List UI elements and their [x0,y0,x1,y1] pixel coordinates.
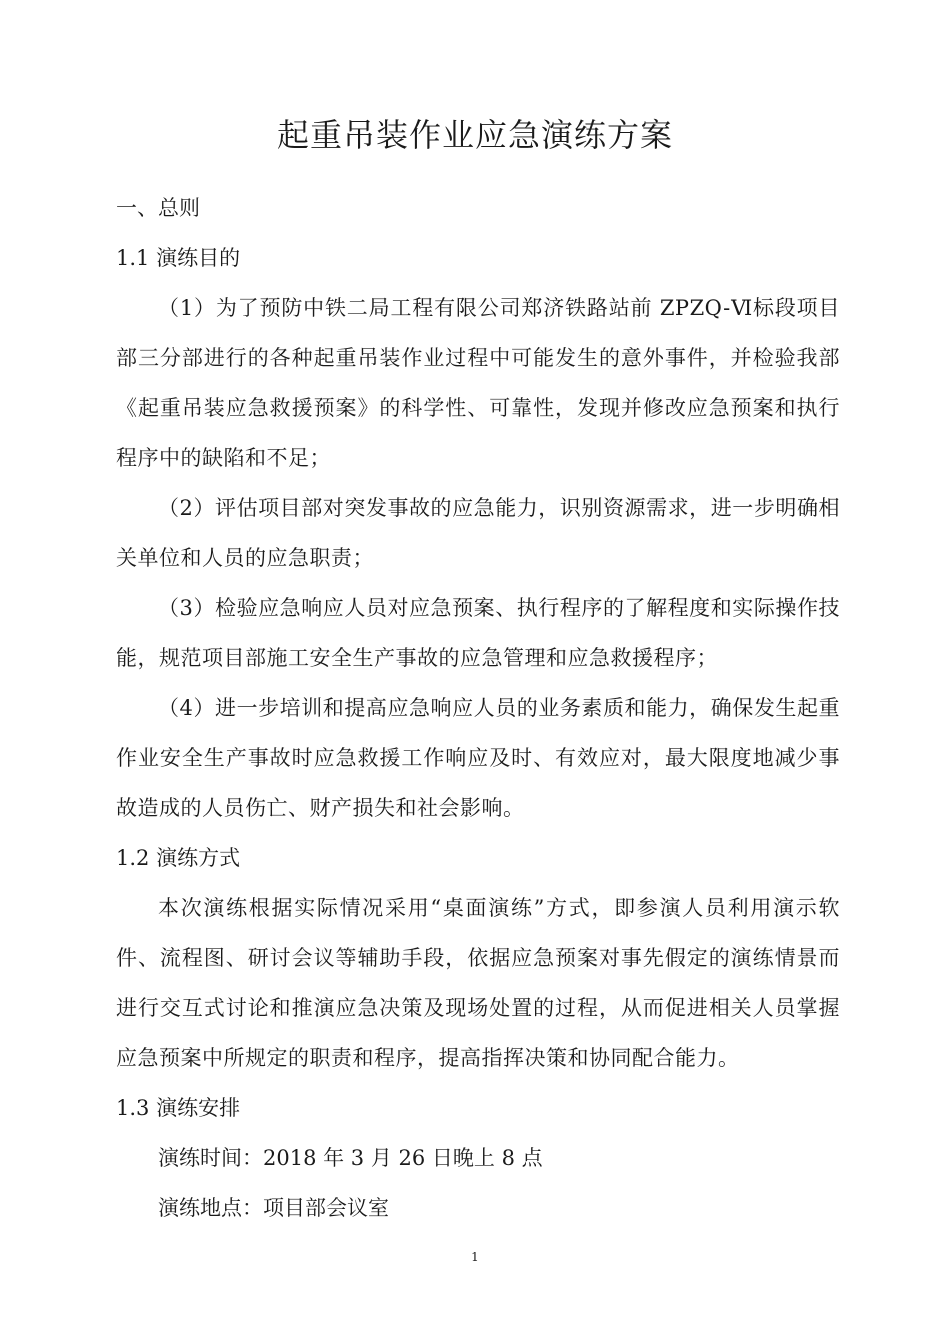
paragraph-method: 本次演练根据实际情况采用“桌面演练”方式，即参演人员利用演示软件、流程图、研讨会议等辅助手段，依据应急预案对事先假定的演练情景而进行交互式讨论和推演应急决策及现场处置的过程，从而促进相关人员掌握应急预案中所规定的职责和程序，提高指挥决策和协同配合能力。 [116,896,840,1070]
drill-time: 演练时间：2018 年 3 月 26 日晚上 8 点 [158,1146,543,1170]
document-title: 起重吊装作业应急演练方案 [276,116,673,154]
drill-location: 演练地点：项目部会议室 [158,1196,389,1220]
paragraph-purpose-2: （2）评估项目部对突发事故的应急能力，识别资源需求，进一步明确相关单位和人员的应急职责； [116,496,840,570]
section-heading-general: 一、总则 [116,196,200,220]
document-body [116,183,840,1233]
subsection-heading-method: 1.2 演练方式 [116,846,241,870]
paragraph-purpose-3: （3）检验应急响应人员对应急预案、执行程序的了解程度和实际操作技能，规范项目部施工安全生产事故的应急管理和应急救援程序； [116,596,840,670]
paragraph-purpose-1: （1）为了预防中铁二局工程有限公司郑济铁路站前 ZPZQ-Ⅵ标段项目部三分部进行的各种起重吊装作业过程中可能发生的意外事件，并检验我部《起重吊装应急救援预案》的科学性、可靠性，发现并修改应急预案和执行程序中的缺陷和不足； [116,296,840,470]
subsection-heading-purpose: 1.1 演练目的 [116,246,241,270]
paragraph-purpose-4: （4）进一步培训和提高应急响应人员的业务素质和能力，确保发生起重作业安全生产事故时应急救援工作响应及时、有效应对，最大限度地减少事故造成的人员伤亡、财产损失和社会影响。 [116,696,840,820]
subsection-heading-arrangement: 1.3 演练安排 [116,1096,241,1120]
page-number: 1 [471,1250,479,1264]
